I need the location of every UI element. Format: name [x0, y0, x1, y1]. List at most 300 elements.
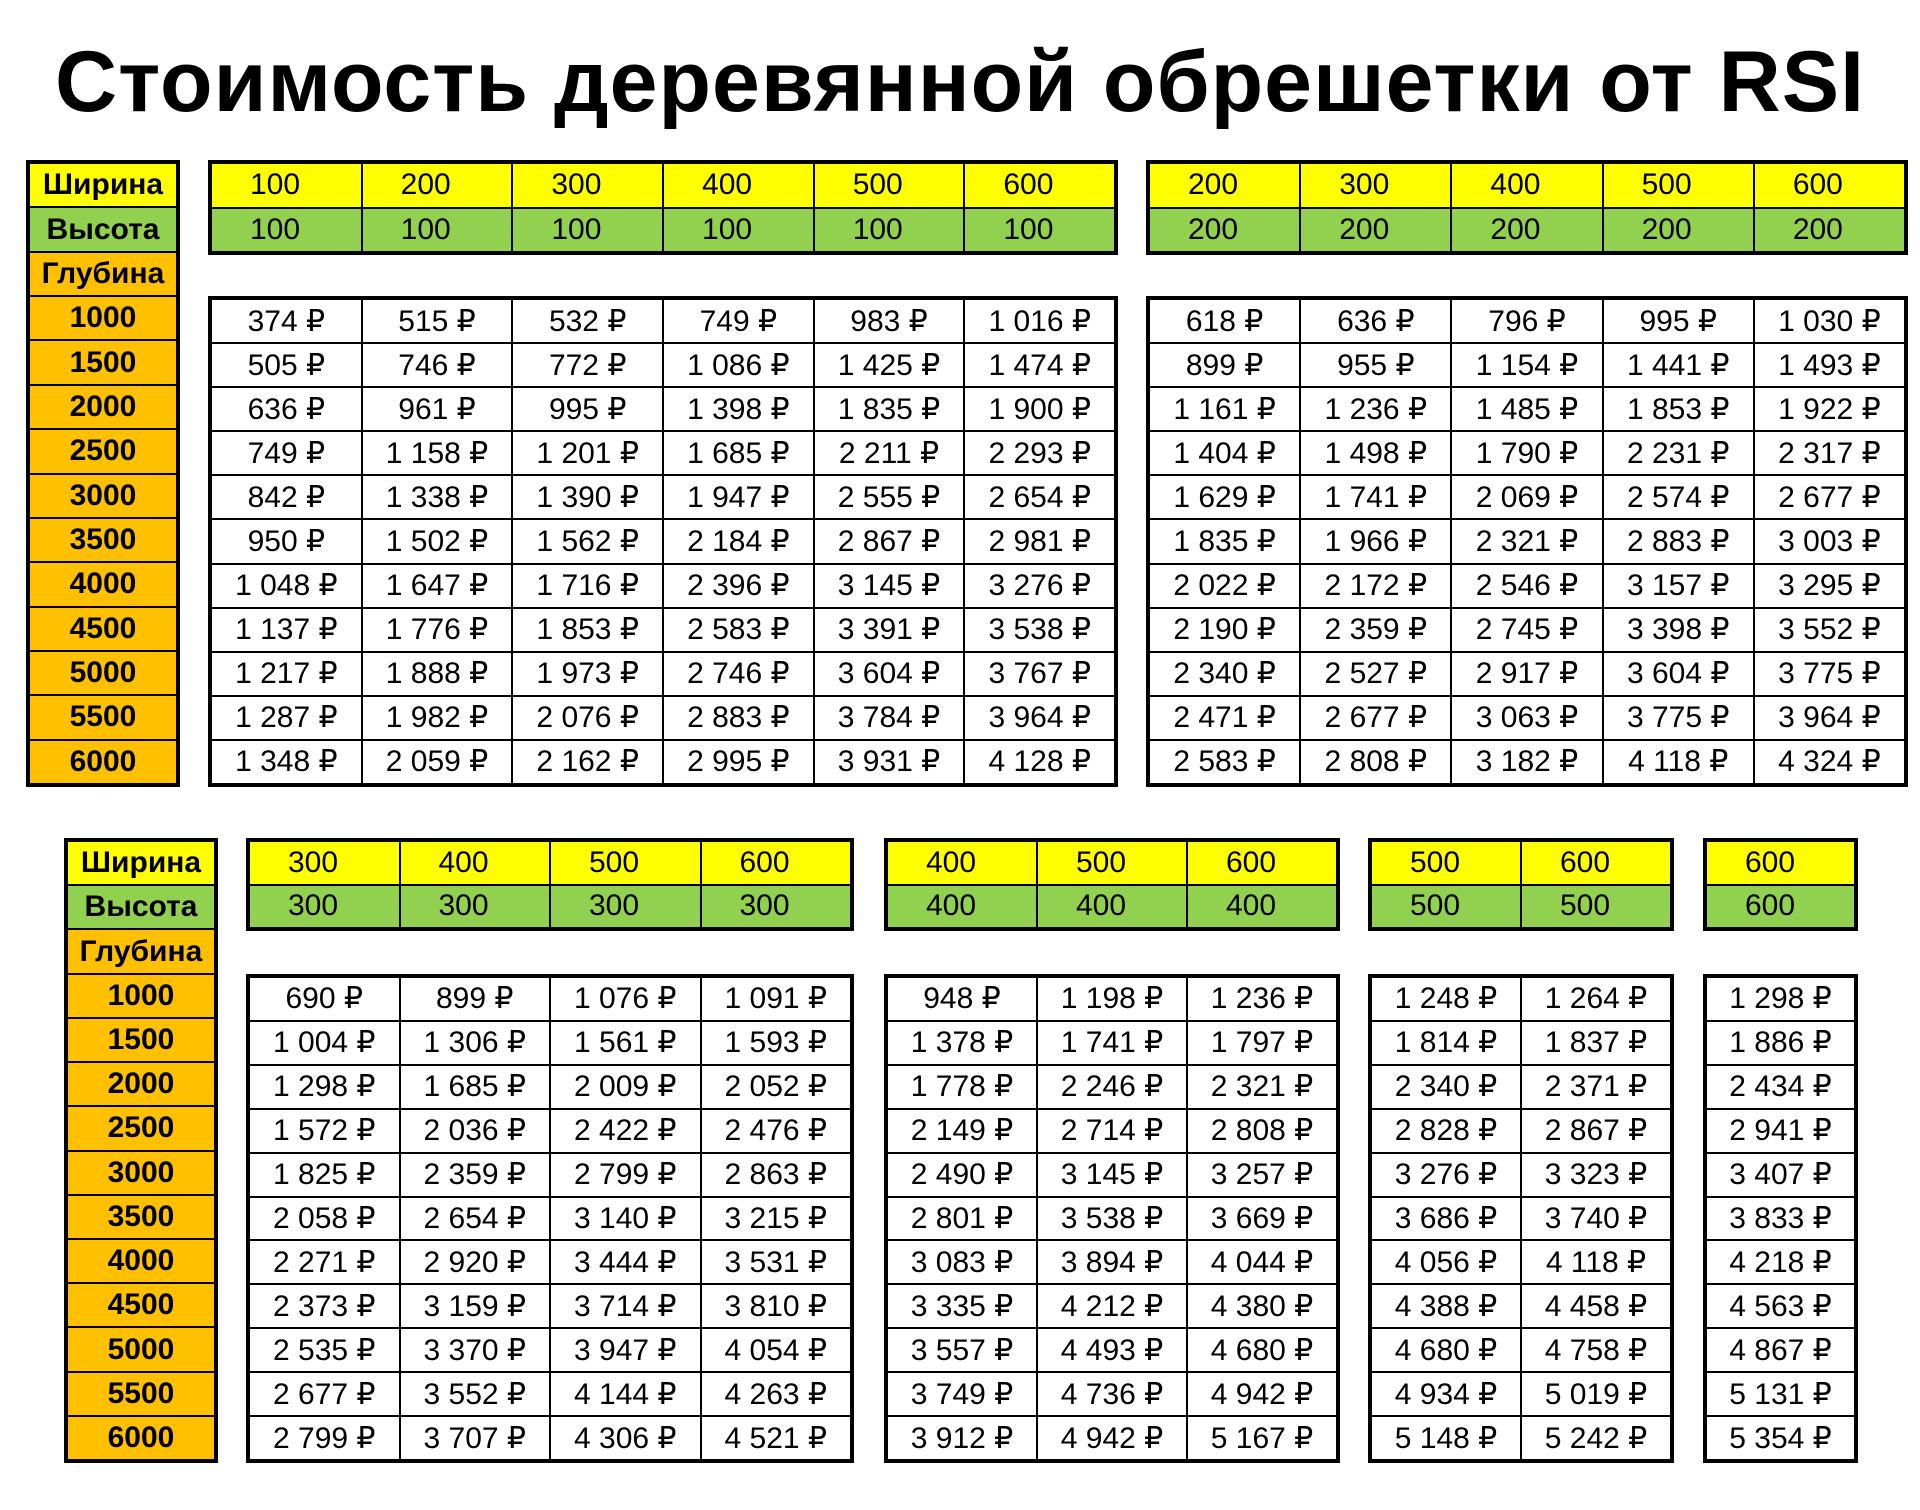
table-row [1150, 563, 1904, 607]
price-cell: 505 ₽ [212, 344, 361, 386]
price-cell: 3 714 ₽ [549, 1285, 700, 1327]
price-cell: 1 425 ₽ [813, 344, 964, 386]
price-cell: 1 161 ₽ [1150, 388, 1299, 430]
price-cell: 5 354 ₽ [1707, 1417, 1854, 1459]
label-row [30, 739, 176, 783]
label-row [30, 295, 176, 339]
price-cell: 2 052 ₽ [700, 1066, 851, 1108]
width-value-cell: 200 [1150, 164, 1299, 207]
depth-value-label: 1000 [68, 975, 214, 1017]
width-value-cell: 600 [1186, 842, 1336, 884]
price-table-group-2 [1146, 296, 1908, 787]
price-cell: 3 604 ₽ [1602, 653, 1753, 695]
height-value-cell: 100 [813, 209, 964, 252]
price-cell: 3 276 ₽ [1372, 1154, 1520, 1196]
price-cell: 3 947 ₽ [549, 1329, 700, 1371]
price-cell: 4 758 ₽ [1520, 1329, 1670, 1371]
price-cell: 5 131 ₽ [1707, 1373, 1854, 1415]
depth-value-label: 4000 [68, 1240, 214, 1282]
depth-value-label: 6000 [68, 1417, 214, 1459]
price-cell: 3 964 ₽ [1753, 697, 1904, 739]
price-cell: 1 264 ₽ [1520, 978, 1670, 1020]
price-cell: 3 276 ₽ [963, 565, 1114, 607]
price-cell: 3 145 ₽ [1036, 1154, 1186, 1196]
price-cell: 2 211 ₽ [813, 432, 964, 474]
price-cell: 3 157 ₽ [1602, 565, 1753, 607]
price-cell: 1 561 ₽ [549, 1022, 700, 1064]
table-row [1372, 1196, 1670, 1240]
label-row [30, 428, 176, 472]
price-cell: 955 ₽ [1299, 344, 1450, 386]
label-row [68, 884, 214, 928]
price-cell: 1 900 ₽ [963, 388, 1114, 430]
price-cell: 3 538 ₽ [963, 609, 1114, 651]
depth-value-label: 2000 [68, 1063, 214, 1105]
price-cell: 2 371 ₽ [1520, 1066, 1670, 1108]
price-cell: 2 654 ₽ [399, 1198, 550, 1240]
table-row [1707, 1108, 1854, 1152]
depth-value-label: 6000 [30, 741, 176, 783]
width-value-cell: 500 [549, 842, 700, 884]
price-cell: 1 797 ₽ [1186, 1022, 1336, 1064]
label-row [30, 384, 176, 428]
depth-value-label: 2000 [30, 386, 176, 428]
price-cell: 1 236 ₽ [1186, 978, 1336, 1020]
price-cell: 2 359 ₽ [1299, 609, 1450, 651]
price-cell: 5 148 ₽ [1372, 1417, 1520, 1459]
price-cell: 1 853 ₽ [511, 609, 662, 651]
price-table-group-6 [1703, 974, 1858, 1463]
table-row [212, 607, 1114, 651]
width-value-cell: 400 [662, 164, 813, 207]
height-row [888, 884, 1336, 928]
table-row [888, 978, 1336, 1020]
depth-value-label: 2500 [30, 430, 176, 472]
price-cell: 2 231 ₽ [1602, 432, 1753, 474]
width-row [1707, 842, 1854, 884]
price-cell: 3 740 ₽ [1520, 1198, 1670, 1240]
table-row [250, 1327, 850, 1371]
price-cell: 1 390 ₽ [511, 476, 662, 518]
price-cell: 995 ₽ [1602, 300, 1753, 342]
height-value-cell: 100 [361, 209, 512, 252]
price-cell: 4 388 ₽ [1372, 1285, 1520, 1327]
price-cell: 2 059 ₽ [361, 741, 512, 783]
table-row [250, 1415, 850, 1459]
size-header-group-4 [884, 838, 1340, 931]
price-cell: 948 ₽ [888, 978, 1036, 1020]
price-cell: 1 287 ₽ [212, 697, 361, 739]
price-cell: 2 036 ₽ [399, 1110, 550, 1152]
table-row [1707, 1415, 1854, 1459]
width-row [212, 164, 1114, 207]
price-cell: 2 801 ₽ [888, 1198, 1036, 1240]
height-value-cell: 600 [1707, 886, 1854, 928]
price-cell: 3 063 ₽ [1450, 697, 1601, 739]
price-cell: 2 293 ₽ [963, 432, 1114, 474]
height-value-cell: 200 [1602, 209, 1753, 252]
price-cell: 1 888 ₽ [361, 653, 512, 695]
price-cell: 2 058 ₽ [250, 1198, 399, 1240]
depth-value-label: 5500 [30, 696, 176, 738]
label-row [68, 1415, 214, 1459]
price-cell: 2 422 ₽ [549, 1110, 700, 1152]
height-label: Высота [68, 886, 214, 928]
price-cell: 995 ₽ [511, 388, 662, 430]
price-cell: 4 218 ₽ [1707, 1241, 1854, 1283]
label-row [30, 164, 176, 206]
table-row [212, 386, 1114, 430]
width-value-cell: 600 [1520, 842, 1670, 884]
price-cell: 961 ₽ [361, 388, 512, 430]
price-cell: 636 ₽ [212, 388, 361, 430]
price-cell: 4 054 ₽ [700, 1329, 851, 1371]
price-cell: 3 391 ₽ [813, 609, 964, 651]
price-cell: 1 853 ₽ [1602, 388, 1753, 430]
price-cell: 4 680 ₽ [1186, 1329, 1336, 1371]
table-row [888, 1108, 1336, 1152]
width-value-cell: 200 [361, 164, 512, 207]
price-cell: 4 263 ₽ [700, 1373, 851, 1415]
table-row [212, 342, 1114, 386]
width-value-cell: 400 [399, 842, 550, 884]
price-cell: 1 158 ₽ [361, 432, 512, 474]
width-value-cell: 500 [1602, 164, 1753, 207]
price-cell: 1 629 ₽ [1150, 476, 1299, 518]
table-row [888, 1064, 1336, 1108]
depth-label: Глубина [30, 253, 176, 295]
depth-value-label: 4500 [30, 608, 176, 650]
table-row [1372, 1064, 1670, 1108]
table-row [1150, 739, 1904, 783]
depth-value-label: 4500 [68, 1284, 214, 1326]
width-value-cell: 600 [1753, 164, 1904, 207]
height-row [212, 207, 1114, 252]
price-cell: 4 212 ₽ [1036, 1285, 1186, 1327]
width-value-cell: 500 [813, 164, 964, 207]
width-label: Ширина [30, 164, 176, 206]
price-cell: 2 009 ₽ [549, 1066, 700, 1108]
price-cell: 3 295 ₽ [1753, 565, 1904, 607]
price-cell: 2 995 ₽ [662, 741, 813, 783]
height-value-cell: 400 [1036, 886, 1186, 928]
table-row [212, 518, 1114, 562]
price-cell: 1 922 ₽ [1753, 388, 1904, 430]
price-cell: 4 934 ₽ [1372, 1373, 1520, 1415]
price-cell: 2 535 ₽ [250, 1329, 399, 1371]
price-cell: 5 019 ₽ [1520, 1373, 1670, 1415]
price-cell: 3 159 ₽ [399, 1285, 550, 1327]
size-header-group-2 [1146, 160, 1908, 255]
price-cell: 3 323 ₽ [1520, 1154, 1670, 1196]
price-cell: 3 083 ₽ [888, 1241, 1036, 1283]
label-column-top [26, 160, 180, 787]
price-cell: 3 557 ₽ [888, 1329, 1036, 1371]
price-cell: 618 ₽ [1150, 300, 1299, 342]
price-cell: 1 947 ₽ [662, 476, 813, 518]
table-row [250, 978, 850, 1020]
price-cell: 1 502 ₽ [361, 520, 512, 562]
price-cell: 2 321 ₽ [1186, 1066, 1336, 1108]
height-value-cell: 200 [1299, 209, 1450, 252]
height-value-cell: 300 [399, 886, 550, 928]
price-cell: 2 799 ₽ [549, 1154, 700, 1196]
price-table-group-4 [884, 974, 1340, 1463]
price-cell: 950 ₽ [212, 520, 361, 562]
price-cell: 1 474 ₽ [963, 344, 1114, 386]
price-cell: 3 775 ₽ [1602, 697, 1753, 739]
price-cell: 1 741 ₽ [1299, 476, 1450, 518]
price-cell: 4 324 ₽ [1753, 741, 1904, 783]
table-row [1707, 1327, 1854, 1371]
label-row [30, 251, 176, 295]
price-cell: 899 ₽ [399, 978, 550, 1020]
height-row [250, 884, 850, 928]
price-cell: 1 485 ₽ [1450, 388, 1601, 430]
price-cell: 3 912 ₽ [888, 1417, 1036, 1459]
price-cell: 2 883 ₽ [662, 697, 813, 739]
price-cell: 2 555 ₽ [813, 476, 964, 518]
table-row [212, 739, 1114, 783]
price-cell: 2 745 ₽ [1450, 609, 1601, 651]
table-row [888, 1239, 1336, 1283]
price-cell: 1 091 ₽ [700, 978, 851, 1020]
price-cell: 532 ₽ [511, 300, 662, 342]
table-row [250, 1196, 850, 1240]
price-cell: 3 669 ₽ [1186, 1198, 1336, 1240]
price-cell: 1 048 ₽ [212, 565, 361, 607]
price-cell: 2 714 ₽ [1036, 1110, 1186, 1152]
height-row [1707, 884, 1854, 928]
price-cell: 3 444 ₽ [549, 1241, 700, 1283]
label-row [68, 1194, 214, 1238]
price-cell: 1 982 ₽ [361, 697, 512, 739]
price-cell: 2 808 ₽ [1299, 741, 1450, 783]
price-cell: 3 552 ₽ [399, 1373, 550, 1415]
width-value-cell: 300 [511, 164, 662, 207]
height-value-cell: 400 [1186, 886, 1336, 928]
price-cell: 1 790 ₽ [1450, 432, 1601, 474]
table-row [212, 563, 1114, 607]
price-cell: 2 677 ₽ [1299, 697, 1450, 739]
price-cell: 1 498 ₽ [1299, 432, 1450, 474]
width-value-cell: 300 [1299, 164, 1450, 207]
price-table-group-5 [1368, 974, 1674, 1463]
width-row [888, 842, 1336, 884]
price-cell: 4 493 ₽ [1036, 1329, 1186, 1371]
price-cell: 3 003 ₽ [1753, 520, 1904, 562]
table-row [888, 1415, 1336, 1459]
height-row [1150, 207, 1904, 252]
price-cell: 1 493 ₽ [1753, 344, 1904, 386]
table-row [250, 1239, 850, 1283]
price-cell: 4 736 ₽ [1036, 1373, 1186, 1415]
width-value-cell: 600 [963, 164, 1114, 207]
price-cell: 515 ₽ [361, 300, 512, 342]
price-cell: 4 044 ₽ [1186, 1241, 1336, 1283]
price-cell: 3 257 ₽ [1186, 1154, 1336, 1196]
price-cell: 2 271 ₽ [250, 1241, 399, 1283]
table-row [1372, 1020, 1670, 1064]
price-cell: 2 863 ₽ [700, 1154, 851, 1196]
price-cell: 2 808 ₽ [1186, 1110, 1336, 1152]
label-row [68, 1017, 214, 1061]
price-cell: 2 583 ₽ [1150, 741, 1299, 783]
height-value-cell: 500 [1372, 886, 1520, 928]
height-value-cell: 200 [1450, 209, 1601, 252]
price-cell: 2 076 ₽ [511, 697, 662, 739]
table-row [1372, 1371, 1670, 1415]
table-row [1372, 978, 1670, 1020]
depth-label: Глубина [68, 930, 214, 972]
price-cell: 3 775 ₽ [1753, 653, 1904, 695]
price-cell: 3 686 ₽ [1372, 1198, 1520, 1240]
price-cell: 1 338 ₽ [361, 476, 512, 518]
depth-value-label: 2500 [68, 1107, 214, 1149]
label-row [68, 1150, 214, 1194]
label-row [30, 606, 176, 650]
price-cell: 3 140 ₽ [549, 1198, 700, 1240]
price-cell: 1 572 ₽ [250, 1110, 399, 1152]
price-cell: 1 236 ₽ [1299, 388, 1450, 430]
table-row [250, 1108, 850, 1152]
label-row [68, 1282, 214, 1326]
price-cell: 2 883 ₽ [1602, 520, 1753, 562]
price-cell: 3 552 ₽ [1753, 609, 1904, 651]
price-cell: 1 404 ₽ [1150, 432, 1299, 474]
price-cell: 2 654 ₽ [963, 476, 1114, 518]
page-title: Стоимость деревянной обрешетки от RSI [54, 34, 1866, 130]
table-row [1150, 430, 1904, 474]
price-cell: 4 128 ₽ [963, 741, 1114, 783]
price-cell: 1 685 ₽ [662, 432, 813, 474]
price-cell: 3 964 ₽ [963, 697, 1114, 739]
price-cell: 1 398 ₽ [662, 388, 813, 430]
price-cell: 1 378 ₽ [888, 1022, 1036, 1064]
price-cell: 899 ₽ [1150, 344, 1299, 386]
price-cell: 1 298 ₽ [1707, 978, 1854, 1020]
depth-value-label: 5500 [68, 1373, 214, 1415]
depth-value-label: 1500 [68, 1019, 214, 1061]
table-row [1372, 1239, 1670, 1283]
table-row [250, 1371, 850, 1415]
price-cell: 3 833 ₽ [1707, 1198, 1854, 1240]
price-cell: 1 778 ₽ [888, 1066, 1036, 1108]
price-cell: 3 335 ₽ [888, 1285, 1036, 1327]
table-row [212, 474, 1114, 518]
price-cell: 983 ₽ [813, 300, 964, 342]
price-cell: 2 340 ₽ [1150, 653, 1299, 695]
table-row [1372, 1327, 1670, 1371]
price-cell: 4 056 ₽ [1372, 1241, 1520, 1283]
price-cell: 842 ₽ [212, 476, 361, 518]
price-cell: 2 359 ₽ [399, 1154, 550, 1196]
table-row [888, 1283, 1336, 1327]
price-cell: 1 825 ₽ [250, 1154, 399, 1196]
table-row [250, 1064, 850, 1108]
price-cell: 5 167 ₽ [1186, 1417, 1336, 1459]
price-cell: 4 867 ₽ [1707, 1329, 1854, 1371]
price-cell: 2 490 ₽ [888, 1154, 1036, 1196]
price-cell: 2 583 ₽ [662, 609, 813, 651]
table-row [888, 1196, 1336, 1240]
table-row [250, 1020, 850, 1064]
table-row [1707, 1152, 1854, 1196]
price-table-group-1 [208, 296, 1118, 787]
price-cell: 1 685 ₽ [399, 1066, 550, 1108]
price-cell: 3 145 ₽ [813, 565, 964, 607]
label-row [30, 650, 176, 694]
price-cell: 3 931 ₽ [813, 741, 964, 783]
size-header-group-5 [1368, 838, 1674, 931]
table-row [888, 1152, 1336, 1196]
price-cell: 4 306 ₽ [549, 1417, 700, 1459]
price-cell: 1 593 ₽ [700, 1022, 851, 1064]
price-cell: 1 076 ₽ [549, 978, 700, 1020]
price-cell: 2 799 ₽ [250, 1417, 399, 1459]
table-row [1707, 978, 1854, 1020]
table-row [1150, 695, 1904, 739]
price-cell: 2 434 ₽ [1707, 1066, 1854, 1108]
table-row [212, 695, 1114, 739]
price-cell: 796 ₽ [1450, 300, 1601, 342]
price-cell: 1 016 ₽ [963, 300, 1114, 342]
table-row [888, 1371, 1336, 1415]
price-cell: 746 ₽ [361, 344, 512, 386]
price-cell: 2 677 ₽ [250, 1373, 399, 1415]
price-cell: 1 441 ₽ [1602, 344, 1753, 386]
table-row [1707, 1020, 1854, 1064]
price-cell: 1 973 ₽ [511, 653, 662, 695]
depth-value-label: 3000 [30, 475, 176, 517]
price-cell: 3 604 ₽ [813, 653, 964, 695]
price-cell: 2 917 ₽ [1450, 653, 1601, 695]
price-cell: 690 ₽ [250, 978, 399, 1020]
price-cell: 2 981 ₽ [963, 520, 1114, 562]
price-cell: 4 942 ₽ [1186, 1373, 1336, 1415]
price-cell: 2 373 ₽ [250, 1285, 399, 1327]
price-cell: 4 118 ₽ [1602, 741, 1753, 783]
height-value-cell: 100 [212, 209, 361, 252]
price-cell: 4 521 ₽ [700, 1417, 851, 1459]
depth-value-label: 5000 [68, 1328, 214, 1370]
price-cell: 4 380 ₽ [1186, 1285, 1336, 1327]
price-cell: 2 920 ₽ [399, 1241, 550, 1283]
price-cell: 1 647 ₽ [361, 565, 512, 607]
width-value-cell: 600 [700, 842, 851, 884]
price-cell: 374 ₽ [212, 300, 361, 342]
price-cell: 749 ₽ [662, 300, 813, 342]
price-cell: 3 531 ₽ [700, 1241, 851, 1283]
price-cell: 2 317 ₽ [1753, 432, 1904, 474]
width-value-cell: 100 [212, 164, 361, 207]
label-row [30, 473, 176, 517]
label-row [68, 1371, 214, 1415]
label-row [68, 1238, 214, 1282]
table-row [888, 1327, 1336, 1371]
price-cell: 3 894 ₽ [1036, 1241, 1186, 1283]
price-cell: 3 707 ₽ [399, 1417, 550, 1459]
price-cell: 4 563 ₽ [1707, 1285, 1854, 1327]
width-row [1150, 164, 1904, 207]
width-value-cell: 300 [250, 842, 399, 884]
price-cell: 1 886 ₽ [1707, 1022, 1854, 1064]
table-row [1707, 1064, 1854, 1108]
price-cell: 1 030 ₽ [1753, 300, 1904, 342]
price-cell: 1 966 ₽ [1299, 520, 1450, 562]
price-cell: 2 677 ₽ [1753, 476, 1904, 518]
label-row [68, 1061, 214, 1105]
